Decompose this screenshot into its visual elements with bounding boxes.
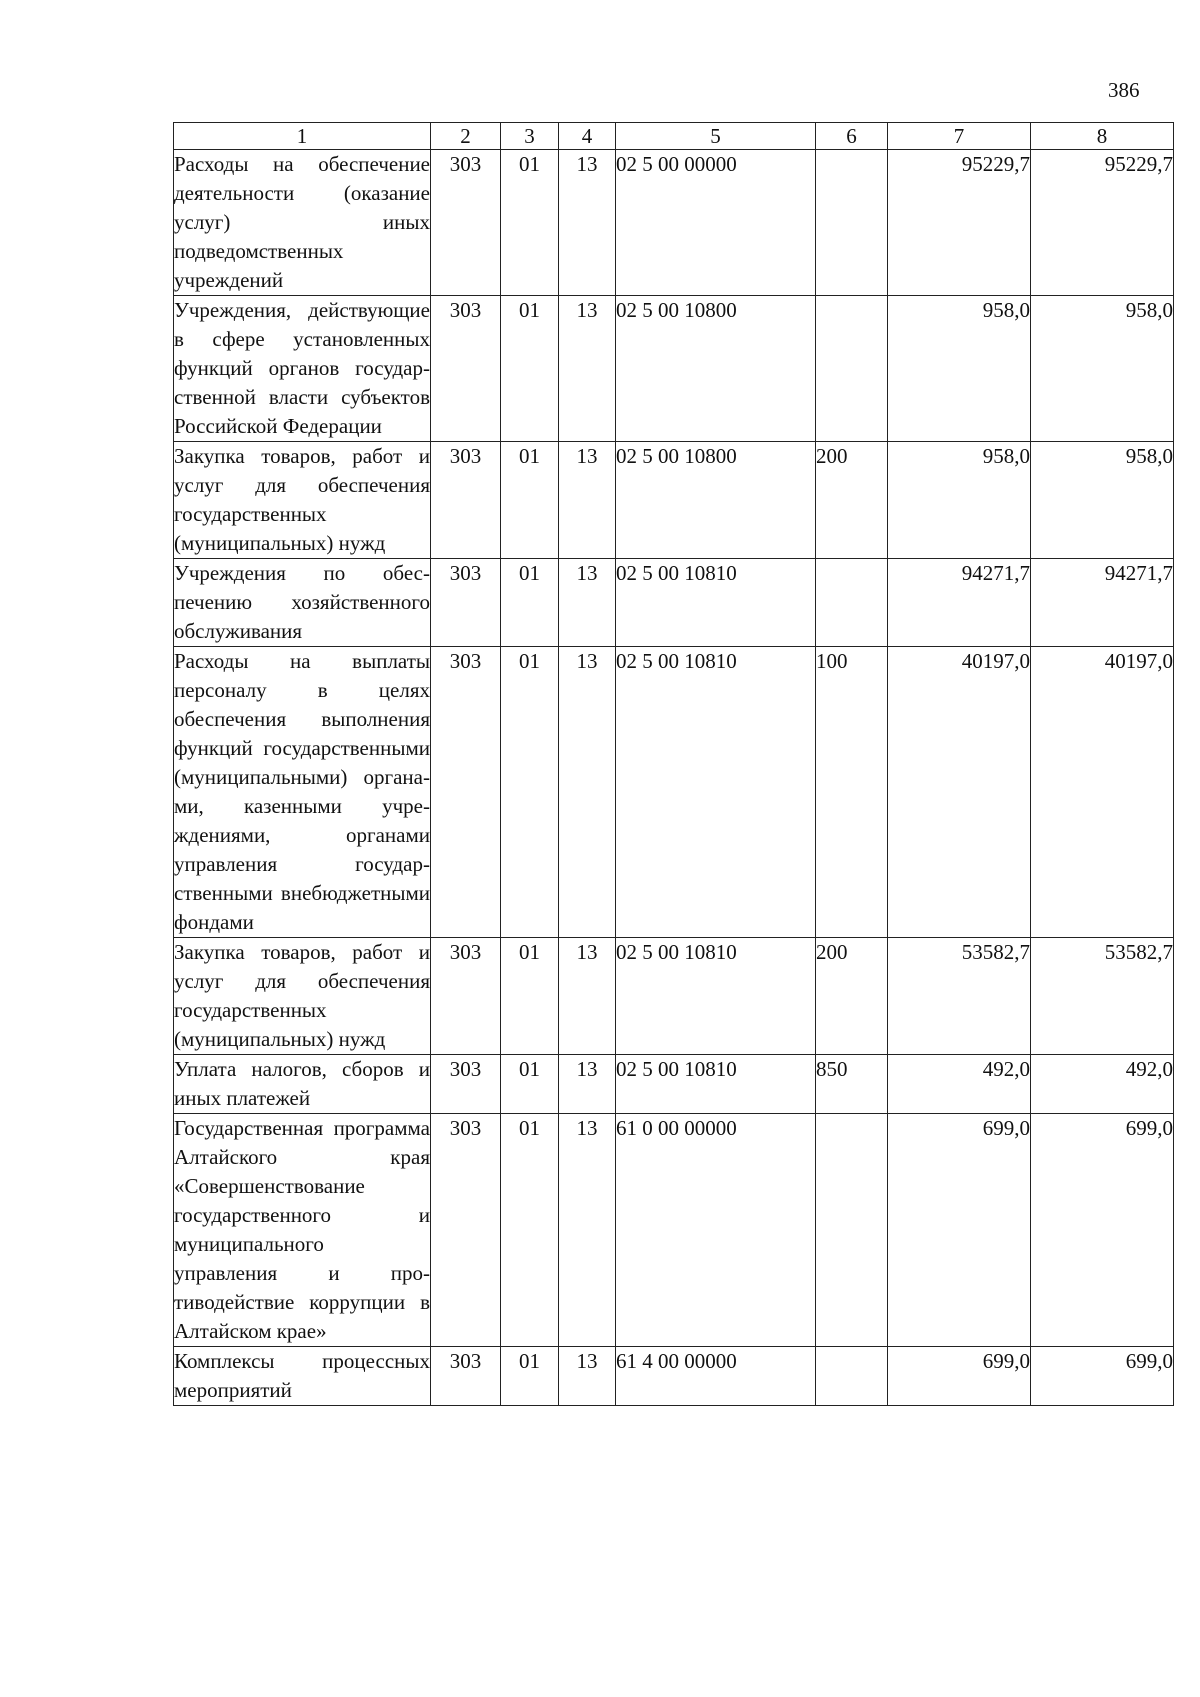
subsection-code-cell: 13	[559, 559, 616, 647]
amount-col7-cell: 53582,7	[888, 938, 1031, 1055]
amount-col7-cell: 699,0	[888, 1114, 1031, 1347]
subsection-code-cell: 13	[559, 647, 616, 938]
amount-col8-cell: 95229,7	[1031, 150, 1174, 296]
expense-type-code-cell: 850	[816, 1055, 888, 1114]
subsection-code-cell: 13	[559, 1055, 616, 1114]
ved-code-cell: 303	[431, 1347, 501, 1406]
amount-col7-cell: 94271,7	[888, 559, 1031, 647]
row-name-cell: Учреждения по обеспечению хозяйственного обслуживания	[174, 559, 431, 647]
ved-code-cell: 303	[431, 938, 501, 1055]
row-name-cell: Расходы на выплаты персоналу в целях обеспечения выполнения функций государственными (муниципальными) органами, казенными учреждениями, органами управления государственными внебюджетными фондами	[174, 647, 431, 938]
row-name-cell: Уплата налогов, сборов и иных платежей	[174, 1055, 431, 1114]
table-row	[174, 1347, 1174, 1406]
section-code-cell: 01	[501, 1347, 559, 1406]
col-header-8: 8	[1031, 123, 1174, 150]
col-header-1: 1	[174, 123, 431, 150]
target-item-code-cell: 61 0 00 00000	[616, 1114, 816, 1347]
target-item-code-cell: 02 5 00 10810	[616, 1055, 816, 1114]
amount-col8-cell: 699,0	[1031, 1114, 1174, 1347]
subsection-code-cell: 13	[559, 938, 616, 1055]
budget-table	[173, 122, 1174, 1406]
amount-col8-cell: 492,0	[1031, 1055, 1174, 1114]
section-code-cell: 01	[501, 150, 559, 296]
expense-type-code-cell	[816, 559, 888, 647]
col-header-3: 3	[501, 123, 559, 150]
ved-code-cell: 303	[431, 296, 501, 442]
section-code-cell: 01	[501, 559, 559, 647]
col-header-6: 6	[816, 123, 888, 150]
section-code-cell: 01	[501, 442, 559, 559]
expense-type-code-cell	[816, 296, 888, 442]
col-header-4: 4	[559, 123, 616, 150]
amount-col8-cell: 958,0	[1031, 296, 1174, 442]
expense-type-code-cell: 100	[816, 647, 888, 938]
ved-code-cell: 303	[431, 442, 501, 559]
amount-col7-cell: 699,0	[888, 1347, 1031, 1406]
target-item-code-cell: 02 5 00 10810	[616, 647, 816, 938]
row-name-cell: Закупка товаров, работ и услуг для обеспечения государственных (муниципальных) нужд	[174, 442, 431, 559]
expense-type-code-cell: 200	[816, 442, 888, 559]
table-row	[174, 442, 1174, 559]
page-number: 386	[1108, 78, 1140, 102]
table-row	[174, 1055, 1174, 1114]
ved-code-cell: 303	[431, 1055, 501, 1114]
section-code-cell: 01	[501, 1114, 559, 1347]
table-row	[174, 559, 1174, 647]
subsection-code-cell: 13	[559, 442, 616, 559]
table-row	[174, 1114, 1174, 1347]
target-item-code-cell: 02 5 00 10810	[616, 938, 816, 1055]
row-name-cell: Учреждения, действующие в сфере установленных функций органов государственной власти субъектов Российской Федерации	[174, 296, 431, 442]
section-code-cell: 01	[501, 1055, 559, 1114]
amount-col8-cell: 40197,0	[1031, 647, 1174, 938]
expense-type-code-cell	[816, 1347, 888, 1406]
ved-code-cell: 303	[431, 559, 501, 647]
section-code-cell: 01	[501, 296, 559, 442]
target-item-code-cell: 02 5 00 10810	[616, 559, 816, 647]
section-code-cell: 01	[501, 938, 559, 1055]
target-item-code-cell: 02 5 00 10800	[616, 442, 816, 559]
table-row	[174, 296, 1174, 442]
table-row	[174, 647, 1174, 938]
subsection-code-cell: 13	[559, 1347, 616, 1406]
subsection-code-cell: 13	[559, 296, 616, 442]
row-name-cell: Расходы на обеспечение деятельности (оказание услуг) иных подведомственных учреждений	[174, 150, 431, 296]
target-item-code-cell: 02 5 00 00000	[616, 150, 816, 296]
ved-code-cell: 303	[431, 1114, 501, 1347]
subsection-code-cell: 13	[559, 150, 616, 296]
ved-code-cell: 303	[431, 150, 501, 296]
target-item-code-cell: 02 5 00 10800	[616, 296, 816, 442]
table-row	[174, 150, 1174, 296]
row-name-cell: Комплексы процессных мероприятий	[174, 1347, 431, 1406]
col-header-2: 2	[431, 123, 501, 150]
amount-col7-cell: 958,0	[888, 296, 1031, 442]
amount-col8-cell: 958,0	[1031, 442, 1174, 559]
col-header-5: 5	[616, 123, 816, 150]
header-row	[174, 123, 1174, 150]
row-name-cell: Государственная программа Алтайского края «Совершенствование государственного и муниципального управления и противодействие коррупции в Алтайском крае»	[174, 1114, 431, 1347]
amount-col7-cell: 95229,7	[888, 150, 1031, 296]
table-row	[174, 938, 1174, 1055]
amount-col8-cell: 94271,7	[1031, 559, 1174, 647]
col-header-7: 7	[888, 123, 1031, 150]
expense-type-code-cell	[816, 150, 888, 296]
amount-col8-cell: 53582,7	[1031, 938, 1174, 1055]
target-item-code-cell: 61 4 00 00000	[616, 1347, 816, 1406]
subsection-code-cell: 13	[559, 1114, 616, 1347]
amount-col7-cell: 492,0	[888, 1055, 1031, 1114]
amount-col8-cell: 699,0	[1031, 1347, 1174, 1406]
ved-code-cell: 303	[431, 647, 501, 938]
amount-col7-cell: 40197,0	[888, 647, 1031, 938]
expense-type-code-cell: 200	[816, 938, 888, 1055]
row-name-cell: Закупка товаров, работ и услуг для обеспечения государственных (муниципальных) нужд	[174, 938, 431, 1055]
expense-type-code-cell	[816, 1114, 888, 1347]
amount-col7-cell: 958,0	[888, 442, 1031, 559]
section-code-cell: 01	[501, 647, 559, 938]
